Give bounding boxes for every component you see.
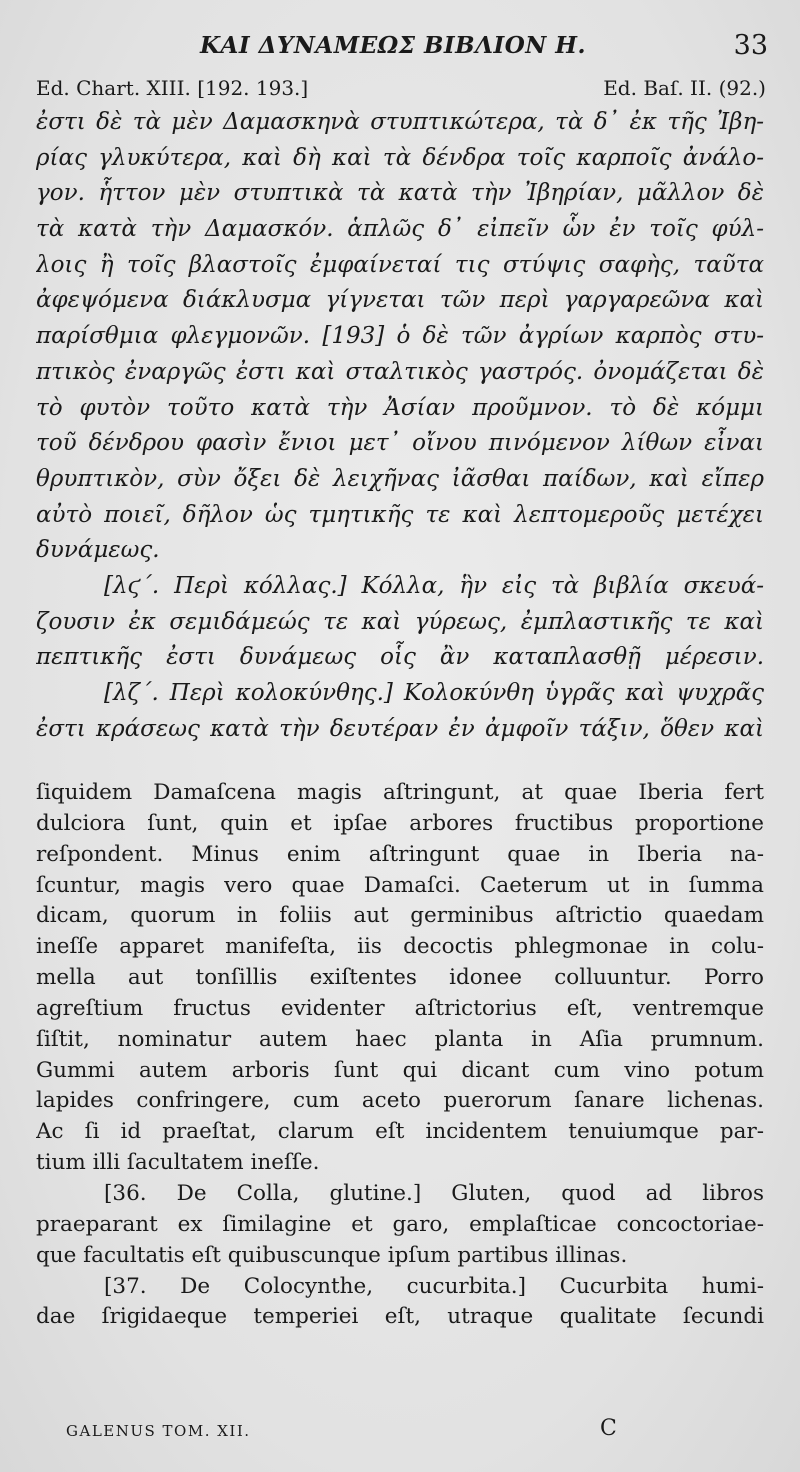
greek-section-heading-line: [λϛ΄. Περὶ κόλλας.] Κόλλα, ἣν εἰς τὰ βιβλία σκευά- xyxy=(104,572,764,599)
latin-line: reſpondent. Minus enim aſtringunt quae in Iberia na- xyxy=(36,841,764,867)
greek-line: τὰ κατὰ τὴν Δαμασκόν. ἁπλῶς δ᾽ εἰπεῖν ὧν ἐν τοῖς φύλ- xyxy=(36,216,764,243)
greek-line: ρίας γλυκύτερα, καὶ δὴ καὶ τὰ δένδρα τοῖς καρποῖς ἀνάλο- xyxy=(36,144,764,171)
greek-line: ἐστι δὲ τὰ μὲν Δαμασκηνὰ στυπτικώτερα, τὰ δ᾽ ἐκ τῆς Ἰβη- xyxy=(36,109,764,135)
greek-text xyxy=(36,105,764,747)
greek-line: τοῦ δένδρου φασὶν ἔνιοι μετ᾽ οἴνου πινόμενον λίθων εἶναι xyxy=(36,430,764,457)
signature-line: GALENUS TOM. XII. xyxy=(66,1422,251,1440)
running-title: ΚΑΙ ΔΥΝΑΜΕΩΣ ΒΙΒΛΙΟΝ Η. xyxy=(200,32,587,59)
latin-line: que facultatis eſt quibuscunque ipſum partibus illinas. xyxy=(36,1242,628,1268)
greek-line: θρυπτικὸν, σὺν ὄξει δὲ λειχῆνας ἰᾶσθαι παίδων, καὶ εἴπερ xyxy=(36,465,764,492)
greek-line: ζουσιν ἐκ σεμιδάμεώς τε καὶ γύρεως, ἐμπλαστικῆς τε καὶ xyxy=(36,608,764,635)
edition-chartier: Ed. Chart. XIII. [192. 193.] xyxy=(36,76,309,100)
page-footer xyxy=(66,1416,646,1446)
greek-line: τὸ φυτὸν τοῦτο κατὰ τὴν Ἀσίαν προῦμνον. τὸ δὲ κόμμι xyxy=(36,394,764,421)
latin-line: ſiquidem Damaſcena magis aſtringunt, at quae Iberia fert xyxy=(36,780,764,805)
latin-line: dulciora ſunt, quin et ipſae arbores fructibus proportione xyxy=(36,810,764,836)
edition-basel: Ed. Baſ. II. (92.) xyxy=(603,76,766,100)
page-number: 33 xyxy=(733,30,768,61)
greek-section-heading-line: [λζ΄. Περὶ κολοκύνθης.] Κολοκύνθη ὑγρᾶς καὶ ψυχρᾶς xyxy=(104,680,764,706)
greek-line: παρίσθμια φλεγμονῶν. [193] ὁ δὲ τῶν ἀγρίων καρπὸς στυ- xyxy=(36,323,764,350)
latin-line: agreſtium fructus evidenter aſtrictorius eſt, ventremque xyxy=(36,995,764,1021)
latin-section-heading-line: [36. De Colla, glutine.] Gluten, quod ad libros xyxy=(104,1180,764,1206)
greek-line: αὐτὸ ποιεῖ, δῆλον ὡς τμητικῆς τε καὶ λεπτομεροῦς μετέχει xyxy=(36,501,764,528)
latin-line: Ac ſi id praeſtat, clarum eſt incidentem tenuiumque par- xyxy=(36,1119,764,1145)
latin-section-heading-line: [37. De Colocynthe, cucurbita.] Cucurbita humi- xyxy=(104,1273,764,1299)
latin-line: Gummi autem arboris ſunt qui dicant cum vino potum xyxy=(36,1057,764,1083)
latin-line: mella aut tonſillis exiſtentes idonee colluuntur. Porro xyxy=(36,965,764,991)
edition-reference xyxy=(36,76,766,104)
latin-line: ſiſtit, nominatur autem haec planta in Aſia prumnum. xyxy=(36,1026,764,1052)
signature-mark: C xyxy=(600,1416,617,1441)
latin-line: dicam, quorum in foliis aut germinibus aſtrictio quaedam xyxy=(36,903,764,929)
latin-text xyxy=(36,778,764,1333)
greek-line: γον. ἧττον μὲν στυπτικὰ τὰ κατὰ τὴν Ἰβηρίαν, μᾶλλον δὲ xyxy=(36,180,764,207)
latin-line: ineſſe apparet manifeſta, iis decoctis phlegmonae in colu- xyxy=(36,934,764,960)
latin-line: ſcuntur, magis vero quae Damaſci. Caeterum ut in ſumma xyxy=(36,872,764,898)
greek-line: ἐστι κράσεως κατὰ τὴν δευτέραν ἐν ἀμφοῖν τάξιν, ὅθεν καὶ xyxy=(36,715,764,742)
greek-line: δυνάμεως. xyxy=(36,537,160,564)
greek-line: πεπτικῆς ἐστι δυνάμεως οἷς ἂν καταπλασθῇ μέρεσιν. xyxy=(36,644,764,671)
greek-line: λοις ἢ τοῖς βλαστοῖς ἐμφαίνεταί τις στύψις σαφὴς, ταῦτα xyxy=(36,251,764,278)
latin-line: lapides confringere, cum aceto puerorum ſanare lichenas. xyxy=(36,1088,764,1114)
latin-line: dae ſrigidaeque temperiei eſt, utraque qualitate ſecundi xyxy=(36,1304,764,1330)
greek-line: πτικὸς ἐναργῶς ἐστι καὶ σταλτικὸς γαστρός. ὀνομάζεται δὲ xyxy=(36,358,764,385)
greek-line: ἀφεψόμενα διάκλυσμα γίγνεται τῶν περὶ γαργαρεῶνα καὶ xyxy=(36,287,764,314)
latin-line: tium illi ſacultatem ineſſe. xyxy=(36,1150,320,1176)
latin-line: praeparant ex ſimilagine et garo, emplaſticae concoctoriae- xyxy=(36,1211,764,1237)
running-head xyxy=(0,30,800,64)
